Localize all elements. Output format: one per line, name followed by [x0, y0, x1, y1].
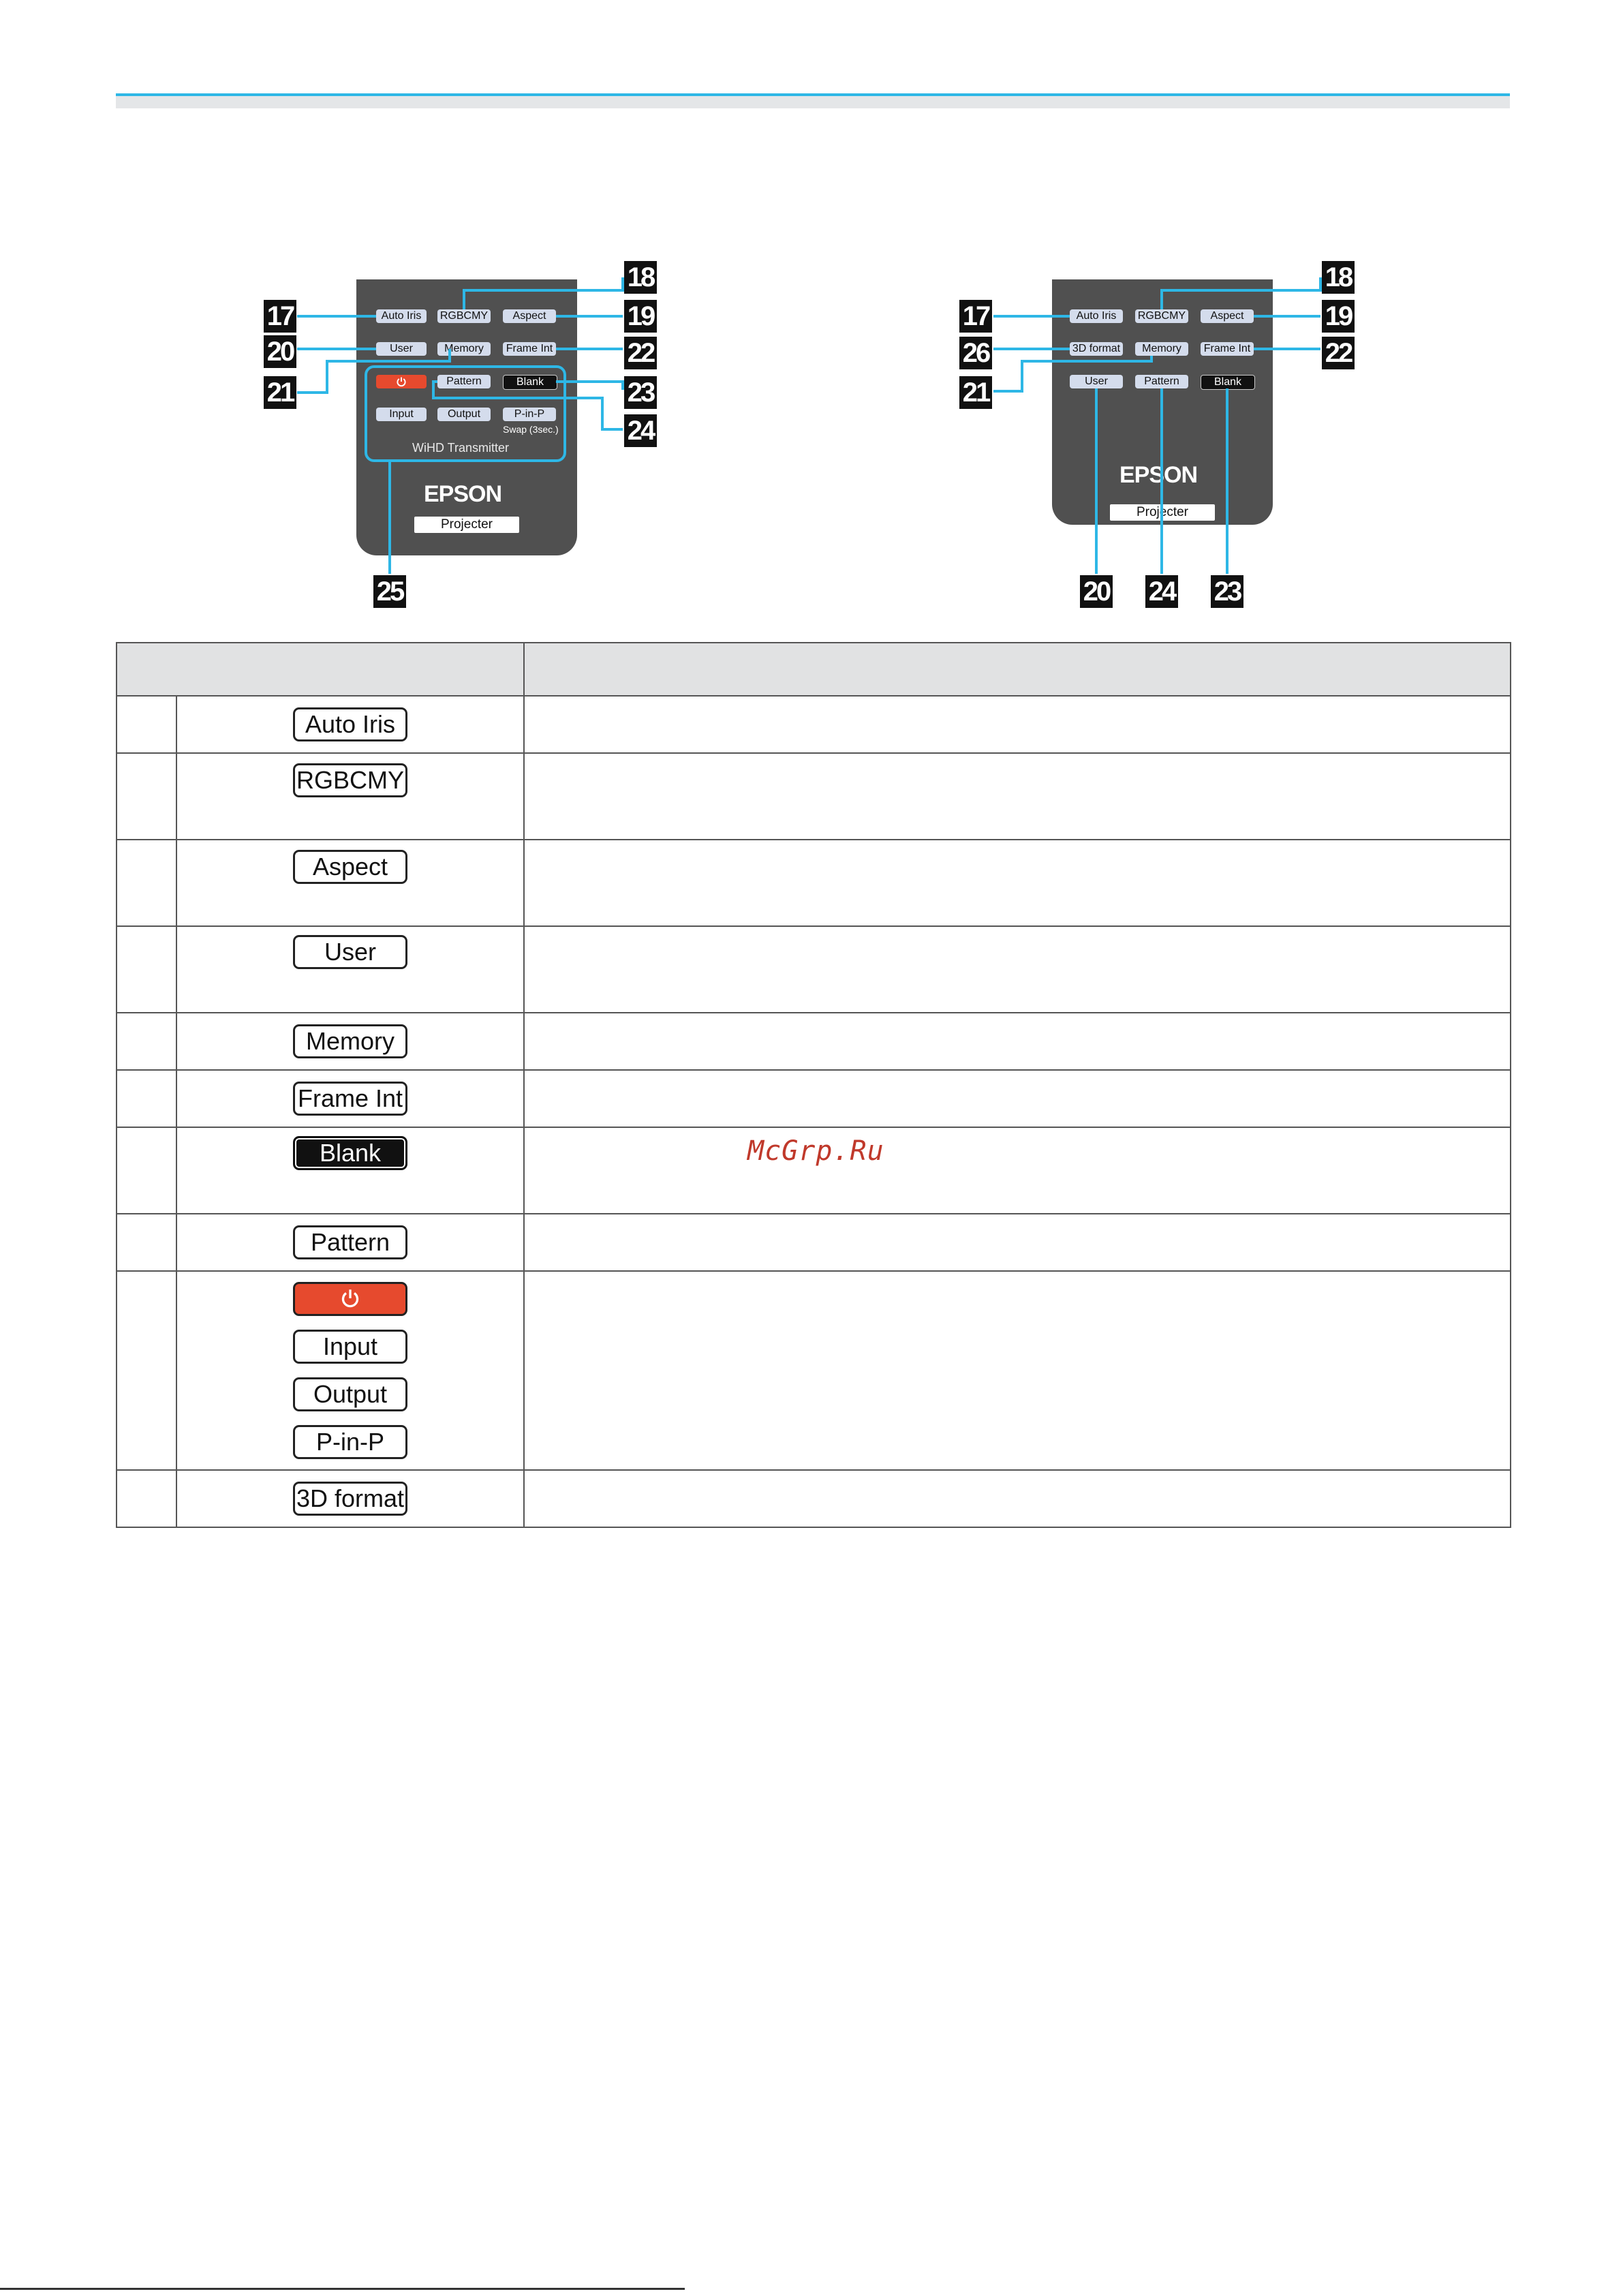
output-key: Output — [293, 1377, 407, 1411]
auto-iris-key: Auto Iris — [293, 707, 407, 741]
description-cell — [524, 926, 1511, 1013]
row-number-cell — [117, 840, 176, 926]
row-number-cell — [117, 1127, 176, 1214]
table-header-row — [117, 643, 1511, 696]
rgbcmy-button: RGBCMY — [437, 309, 491, 323]
button-cell — [176, 1271, 524, 1470]
blank-button: Blank — [503, 375, 557, 390]
description-cell — [524, 1070, 1511, 1127]
3d-format-key: 3D format — [293, 1482, 407, 1516]
callout-lines — [0, 0, 1623, 613]
button-cell — [176, 753, 524, 840]
callout-21: 21 — [959, 376, 992, 409]
table-row — [117, 1470, 1511, 1527]
callout-17: 17 — [264, 300, 296, 333]
blank-key: Blank — [293, 1136, 407, 1170]
input-key: Input — [293, 1330, 407, 1364]
description-cell — [524, 753, 1511, 840]
callout-17: 17 — [959, 300, 992, 333]
description-cell — [524, 1127, 1511, 1214]
auto-iris-button: Auto Iris — [1070, 309, 1123, 323]
callout-19: 19 — [1322, 300, 1355, 333]
description-cell — [524, 1013, 1511, 1070]
memory-button: Memory — [1135, 342, 1188, 356]
table-row — [117, 696, 1511, 753]
button-cell — [176, 1470, 524, 1527]
user-button: User — [376, 342, 427, 356]
memory-key: Memory — [293, 1024, 407, 1058]
description-cell — [524, 696, 1511, 753]
row-number-cell — [117, 1214, 176, 1271]
callout-25: 25 — [373, 575, 406, 608]
callout-18: 18 — [1322, 261, 1355, 294]
user-button: User — [1070, 375, 1123, 388]
output-button: Output — [437, 408, 491, 421]
pattern-key: Pattern — [293, 1225, 407, 1259]
row-number-cell — [117, 696, 176, 753]
pinp-button: P-in-P — [503, 408, 556, 421]
button-cell — [176, 926, 524, 1013]
callout-23: 23 — [624, 376, 657, 409]
pinp-key: P-in-P — [293, 1425, 407, 1459]
rgbcmy-button: RGBCMY — [1135, 309, 1188, 323]
button-cell — [176, 1013, 524, 1070]
user-key: User — [293, 935, 407, 969]
footer-rule — [0, 2288, 685, 2290]
callout-21: 21 — [264, 376, 296, 409]
wihd-label: WiHD Transmitter — [412, 441, 510, 455]
row-number-cell — [117, 1070, 176, 1127]
pattern-button: Pattern — [437, 375, 491, 388]
power-icon — [340, 1288, 360, 1308]
frame-int-key: Frame Int — [293, 1082, 407, 1116]
row-number-cell — [117, 1013, 176, 1070]
table-row — [117, 1070, 1511, 1127]
row-number-cell — [117, 926, 176, 1013]
callout-18: 18 — [624, 261, 657, 294]
watermark: McGrp.Ru — [747, 1135, 884, 1167]
button-cell — [176, 840, 524, 926]
epson-logo: EPSON — [1119, 462, 1198, 488]
button-cell — [176, 1127, 524, 1214]
callout-22: 22 — [1322, 337, 1355, 369]
power-key — [293, 1282, 407, 1316]
callout-24: 24 — [624, 414, 657, 447]
3d-format-button: 3D format — [1070, 342, 1123, 356]
button-cell — [176, 1070, 524, 1127]
swap-label: Swap (3sec.) — [503, 424, 559, 435]
description-cell — [524, 1470, 1511, 1527]
table-header-cell — [524, 643, 1511, 696]
button-cell — [176, 696, 524, 753]
button-table — [116, 642, 1511, 1528]
rgbcmy-key: RGBCMY — [293, 763, 407, 797]
callout-20: 20 — [1080, 575, 1113, 608]
row-number-cell — [117, 1470, 176, 1527]
description-cell — [524, 1214, 1511, 1271]
model-label: Projecter — [1110, 504, 1215, 521]
table-header-cell — [117, 643, 524, 696]
aspect-button: Aspect — [503, 309, 556, 323]
callout-22: 22 — [624, 337, 657, 369]
table-row — [117, 1214, 1511, 1271]
callout-26: 26 — [959, 337, 992, 369]
model-label: Projecter — [414, 517, 519, 533]
row-number-cell — [117, 1271, 176, 1470]
button-cell — [176, 1214, 524, 1271]
callout-20: 20 — [264, 335, 296, 368]
description-cell — [524, 1271, 1511, 1470]
callout-23: 23 — [1211, 575, 1243, 608]
aspect-button: Aspect — [1201, 309, 1254, 323]
table-row — [117, 926, 1511, 1013]
table-row — [117, 753, 1511, 840]
table-row — [117, 1271, 1511, 1470]
blank-button: Blank — [1201, 375, 1255, 390]
memory-button: Memory — [437, 342, 491, 356]
frame-int-button: Frame Int — [503, 342, 556, 356]
table-row — [117, 840, 1511, 926]
callout-19: 19 — [624, 300, 657, 333]
row-number-cell — [117, 753, 176, 840]
auto-iris-button: Auto Iris — [376, 309, 427, 323]
aspect-key: Aspect — [293, 850, 407, 884]
callout-24: 24 — [1145, 575, 1178, 608]
description-cell — [524, 840, 1511, 926]
table-row — [117, 1013, 1511, 1070]
epson-logo: EPSON — [424, 481, 502, 507]
pattern-button: Pattern — [1135, 375, 1188, 388]
input-button: Input — [376, 408, 427, 421]
frame-int-button: Frame Int — [1201, 342, 1254, 356]
